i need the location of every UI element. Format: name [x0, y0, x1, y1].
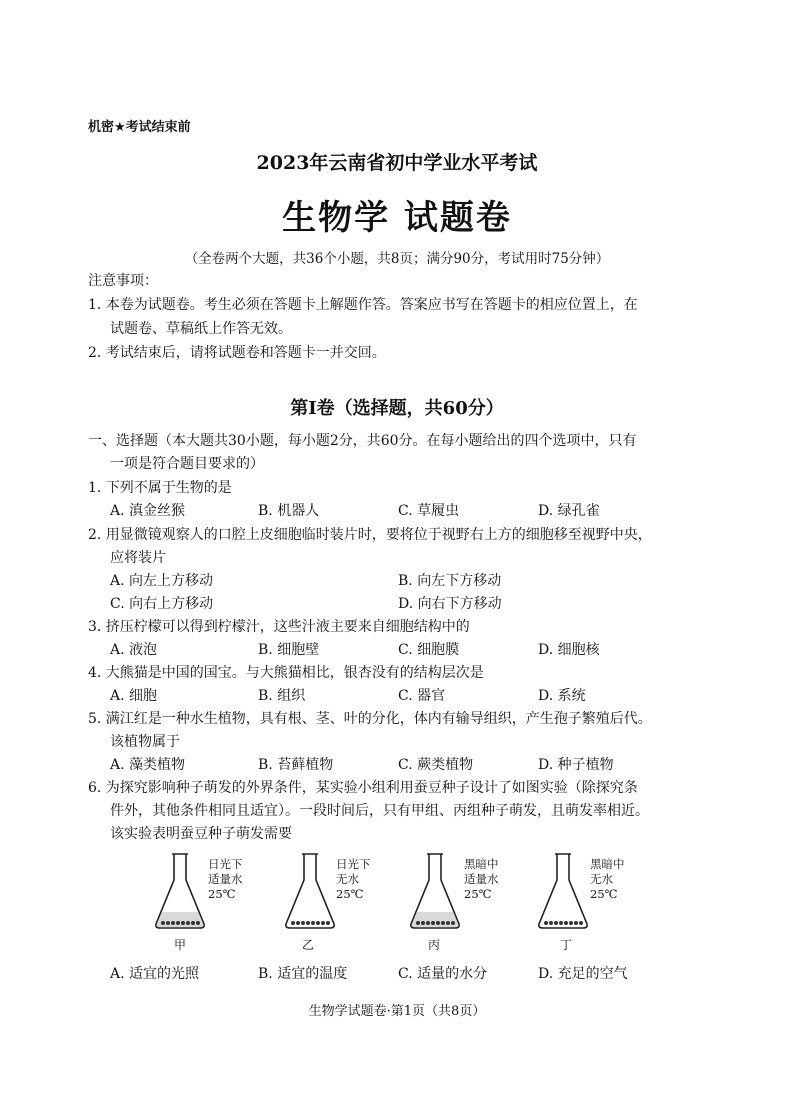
- exam-info: （全卷两个大题，共36个小题，共8页；满分90分，考试用时75分钟）: [184, 251, 610, 267]
- question-2-stem-line-2: 应将装片: [110, 550, 166, 566]
- flask-bing-condition-temp: 25℃: [464, 887, 492, 901]
- flask-yi-condition-temp: 25℃: [336, 887, 364, 901]
- flask-ding-condition-water: 无水: [590, 872, 613, 886]
- notice-item-1-line-1: 1. 本卷为试题卷。考生必须在答题卡上解题作答。答案应书写在答题卡的相应位置上，在: [88, 297, 638, 313]
- question-1-option-a: A. 滇金丝猴: [110, 503, 186, 519]
- question-6-stem-line-3: 该实验表明蚕豆种子萌发需要: [110, 826, 292, 842]
- question-5-option-a: A. 藻类植物: [110, 757, 186, 773]
- flask-bing-icon: [405, 850, 465, 932]
- notice-item-2: 2. 考试结束后，请将试题卷和答题卡一并交回。: [88, 345, 386, 361]
- question-6-stem-line-2: 件外，其他条件相同且适宜）。一段时间后，只有甲组、丙组种子萌发，且萌发率相近。: [110, 803, 649, 819]
- question-2-option-c: C. 向右上方移动: [110, 596, 214, 612]
- section-title: 第Ⅰ卷（选择题，共60分）: [290, 398, 504, 419]
- section-instruction-line-1: 一、选择题（本大题共30小题，每小题2分，共60分。在每小题给出的四个选项中，只有: [88, 433, 637, 449]
- question-4-option-b: B. 组织: [258, 688, 306, 704]
- flask-ding-condition-light: 黑暗中: [590, 857, 625, 871]
- question-4-stem: 4. 大熊猫是中国的国宝。与大熊猫相比，银杏没有的结构层次是: [88, 665, 484, 681]
- flask-jia-icon: [150, 850, 210, 932]
- question-1-option-d: D. 绿孔雀: [538, 503, 600, 519]
- question-2-option-a: A. 向左上方移动: [110, 573, 214, 589]
- question-4-option-c: C. 器官: [398, 688, 446, 704]
- flask-bing-condition-light: 黑暗中: [464, 857, 499, 871]
- question-1-option-b: B. 机器人: [258, 503, 320, 519]
- question-3-option-c: C. 细胞膜: [398, 642, 460, 658]
- flask-bing-condition-water: 适量水: [464, 872, 499, 886]
- question-2-stem-line-1: 2. 用显微镜观察人的口腔上皮细胞临时装片时，要将位于视野右上方的细胞移至视野中央，: [88, 527, 652, 543]
- question-3-option-d: D. 细胞核: [538, 642, 600, 658]
- question-5-stem-line-1: 5. 满江红是一种水生植物，具有根、茎、叶的分化，体内有输导组织，产生孢子繁殖后代。: [88, 711, 652, 727]
- confidential-mark: 机密★考试结束前: [88, 120, 191, 135]
- question-2-option-d: D. 向右下方移动: [398, 596, 502, 612]
- page-footer: 生物学试题卷·第1页（共8页）: [308, 1004, 486, 1019]
- question-6-option-c: C. 适量的水分: [398, 966, 488, 982]
- notice-item-1-line-2: 试题卷、草稿纸上作答无效。: [110, 321, 292, 337]
- flask-yi-condition-light: 日光下: [336, 857, 371, 871]
- question-3-stem: 3. 挤压柠檬可以得到柠檬汁，这些汁液主要来自细胞结构中的: [88, 619, 470, 635]
- question-5-option-d: D. 种子植物: [538, 757, 614, 773]
- question-5-stem-line-2: 该植物属于: [110, 734, 180, 750]
- section-instruction-line-2: 一项是符合题目要求的）: [110, 456, 264, 472]
- flask-jia-condition-temp: 25℃: [208, 887, 236, 901]
- flask-yi-condition-water: 无水: [336, 872, 359, 886]
- flask-jia-condition-water: 适量水: [208, 872, 243, 886]
- subject-title: 生物学 试题卷: [282, 198, 512, 238]
- flask-ding-condition-temp: 25℃: [590, 887, 618, 901]
- question-6-option-b: B. 适宜的温度: [258, 966, 348, 982]
- flask-yi-label: 乙: [302, 938, 315, 952]
- flask-ding-icon: [533, 850, 593, 932]
- notice-heading: 注意事项：: [88, 273, 158, 289]
- question-3-option-b: B. 细胞壁: [258, 642, 320, 658]
- flask-jia-label: 甲: [174, 938, 187, 952]
- question-1-stem: 1. 下列不属于生物的是: [88, 480, 232, 496]
- question-2-option-b: B. 向左下方移动: [398, 573, 502, 589]
- question-6-option-a: A. 适宜的光照: [110, 966, 200, 982]
- question-6-option-d: D. 充足的空气: [538, 966, 628, 982]
- question-1-option-c: C. 草履虫: [398, 503, 460, 519]
- question-5-option-b: B. 苔藓植物: [258, 757, 334, 773]
- flask-yi: [280, 850, 340, 932]
- question-6-stem-line-1: 6. 为探究影响种子萌发的外界条件，某实验小组利用蚕豆种子设计了如图实验（除探究条: [88, 780, 638, 796]
- flask-bing-label: 丙: [428, 938, 441, 952]
- flask-bing: [405, 850, 465, 932]
- flask-ding: [533, 850, 593, 932]
- flask-ding-label: 丁: [560, 938, 573, 952]
- exam-title: 2023年云南省初中学业水平考试: [256, 152, 538, 174]
- question-5-option-c: C. 蕨类植物: [398, 757, 474, 773]
- question-3-option-a: A. 液泡: [110, 642, 158, 658]
- flask-yi-icon: [280, 850, 340, 932]
- flask-jia-condition-light: 日光下: [208, 857, 243, 871]
- flask-jia: [150, 850, 210, 932]
- question-4-option-a: A. 细胞: [110, 688, 158, 704]
- question-4-option-d: D. 系统: [538, 688, 586, 704]
